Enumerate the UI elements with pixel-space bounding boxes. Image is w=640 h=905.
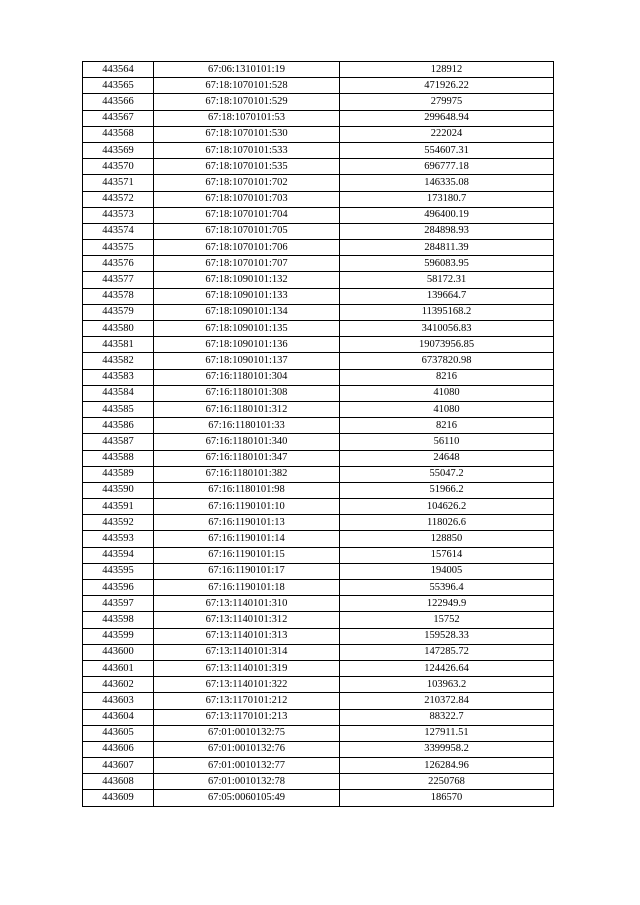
row-number-cell: 443581 bbox=[83, 337, 154, 353]
cadastral-number-cell: 67:16:1190101:13 bbox=[154, 515, 340, 531]
value-cell: 159528.33 bbox=[340, 628, 554, 644]
cadastral-number-cell: 67:13:1140101:312 bbox=[154, 612, 340, 628]
value-cell: 496400.19 bbox=[340, 207, 554, 223]
cadastral-number-cell: 67:16:1180101:304 bbox=[154, 369, 340, 385]
cadastral-number-cell: 67:16:1180101:33 bbox=[154, 418, 340, 434]
row-number-cell: 443595 bbox=[83, 563, 154, 579]
table-row bbox=[83, 531, 554, 547]
row-number-cell: 443607 bbox=[83, 758, 154, 774]
table-row bbox=[83, 321, 554, 337]
value-cell: 41080 bbox=[340, 385, 554, 401]
table-row bbox=[83, 693, 554, 709]
cadastral-number-cell: 67:18:1090101:132 bbox=[154, 272, 340, 288]
row-number-cell: 443578 bbox=[83, 288, 154, 304]
row-number-cell: 443604 bbox=[83, 709, 154, 725]
row-number-cell: 443568 bbox=[83, 126, 154, 142]
table-row bbox=[83, 677, 554, 693]
value-cell: 222024 bbox=[340, 126, 554, 142]
table-row bbox=[83, 612, 554, 628]
value-cell: 139664.7 bbox=[340, 288, 554, 304]
cadastral-number-cell: 67:18:1070101:704 bbox=[154, 207, 340, 223]
row-number-cell: 443602 bbox=[83, 677, 154, 693]
cadastral-number-cell: 67:18:1070101:528 bbox=[154, 78, 340, 94]
value-cell: 104626.2 bbox=[340, 499, 554, 515]
row-number-cell: 443603 bbox=[83, 693, 154, 709]
value-cell: 24648 bbox=[340, 450, 554, 466]
cadastral-number-cell: 67:16:1190101:10 bbox=[154, 499, 340, 515]
cadastral-number-cell: 67:13:1140101:314 bbox=[154, 644, 340, 660]
table-row bbox=[83, 563, 554, 579]
value-cell: 696777.18 bbox=[340, 159, 554, 175]
cadastral-number-cell: 67:01:0010132:78 bbox=[154, 774, 340, 790]
value-cell: 299648.94 bbox=[340, 110, 554, 126]
row-number-cell: 443605 bbox=[83, 725, 154, 741]
table-row bbox=[83, 434, 554, 450]
cadastral-number-cell: 67:16:1180101:312 bbox=[154, 401, 340, 417]
table-row bbox=[83, 466, 554, 482]
cadastral-number-cell: 67:18:1070101:535 bbox=[154, 159, 340, 175]
cadastral-number-cell: 67:16:1180101:347 bbox=[154, 450, 340, 466]
table-row bbox=[83, 337, 554, 353]
cadastral-number-cell: 67:06:1310101:19 bbox=[154, 62, 340, 78]
cadastral-number-cell: 67:13:1140101:322 bbox=[154, 677, 340, 693]
value-cell: 51966.2 bbox=[340, 482, 554, 498]
value-cell: 279975 bbox=[340, 94, 554, 110]
row-number-cell: 443608 bbox=[83, 774, 154, 790]
cadastral-number-cell: 67:18:1070101:529 bbox=[154, 94, 340, 110]
table-row bbox=[83, 272, 554, 288]
cadastral-number-cell: 67:18:1070101:706 bbox=[154, 240, 340, 256]
table-row bbox=[83, 110, 554, 126]
table-row bbox=[83, 78, 554, 94]
value-cell: 6737820.98 bbox=[340, 353, 554, 369]
table-row bbox=[83, 774, 554, 790]
row-number-cell: 443567 bbox=[83, 110, 154, 126]
row-number-cell: 443600 bbox=[83, 644, 154, 660]
cadastral-number-cell: 67:18:1090101:137 bbox=[154, 353, 340, 369]
value-cell: 194005 bbox=[340, 563, 554, 579]
value-cell: 8216 bbox=[340, 369, 554, 385]
cadastral-number-cell: 67:01:0010132:76 bbox=[154, 741, 340, 757]
row-number-cell: 443571 bbox=[83, 175, 154, 191]
cadastral-number-cell: 67:01:0010132:77 bbox=[154, 758, 340, 774]
table-row bbox=[83, 515, 554, 531]
cadastral-number-cell: 67:13:1170101:212 bbox=[154, 693, 340, 709]
cadastral-number-cell: 67:16:1180101:98 bbox=[154, 482, 340, 498]
value-cell: 56110 bbox=[340, 434, 554, 450]
table-row bbox=[83, 401, 554, 417]
value-cell: 3410056.83 bbox=[340, 321, 554, 337]
row-number-cell: 443569 bbox=[83, 142, 154, 158]
row-number-cell: 443599 bbox=[83, 628, 154, 644]
row-number-cell: 443582 bbox=[83, 353, 154, 369]
table-row bbox=[83, 191, 554, 207]
table-row bbox=[83, 596, 554, 612]
cadastral-number-cell: 67:16:1190101:17 bbox=[154, 563, 340, 579]
table-row bbox=[83, 126, 554, 142]
cadastral-number-cell: 67:18:1070101:530 bbox=[154, 126, 340, 142]
cadastral-number-cell: 67:13:1140101:319 bbox=[154, 660, 340, 676]
table-row bbox=[83, 660, 554, 676]
row-number-cell: 443588 bbox=[83, 450, 154, 466]
row-number-cell: 443585 bbox=[83, 401, 154, 417]
value-cell: 124426.64 bbox=[340, 660, 554, 676]
cadastral-number-cell: 67:16:1190101:15 bbox=[154, 547, 340, 563]
value-cell: 128912 bbox=[340, 62, 554, 78]
value-cell: 118026.6 bbox=[340, 515, 554, 531]
table-row bbox=[83, 418, 554, 434]
value-cell: 122949.9 bbox=[340, 596, 554, 612]
cadastral-number-cell: 67:18:1090101:133 bbox=[154, 288, 340, 304]
table-row bbox=[83, 725, 554, 741]
value-cell: 173180.7 bbox=[340, 191, 554, 207]
value-cell: 19073956.85 bbox=[340, 337, 554, 353]
cadastral-number-cell: 67:18:1070101:53 bbox=[154, 110, 340, 126]
table-row bbox=[83, 499, 554, 515]
row-number-cell: 443598 bbox=[83, 612, 154, 628]
cadastral-number-cell: 67:16:1190101:14 bbox=[154, 531, 340, 547]
row-number-cell: 443593 bbox=[83, 531, 154, 547]
value-cell: 157614 bbox=[340, 547, 554, 563]
row-number-cell: 443564 bbox=[83, 62, 154, 78]
row-number-cell: 443576 bbox=[83, 256, 154, 272]
cadastral-number-cell: 67:01:0010132:75 bbox=[154, 725, 340, 741]
value-cell: 284898.93 bbox=[340, 223, 554, 239]
row-number-cell: 443594 bbox=[83, 547, 154, 563]
value-cell: 146335.08 bbox=[340, 175, 554, 191]
row-number-cell: 443580 bbox=[83, 321, 154, 337]
table-row bbox=[83, 369, 554, 385]
cadastral-number-cell: 67:18:1090101:135 bbox=[154, 321, 340, 337]
value-cell: 88322.7 bbox=[340, 709, 554, 725]
cadastral-number-cell: 67:16:1180101:308 bbox=[154, 385, 340, 401]
table-row bbox=[83, 450, 554, 466]
row-number-cell: 443572 bbox=[83, 191, 154, 207]
table-row bbox=[83, 482, 554, 498]
table-row bbox=[83, 741, 554, 757]
value-cell: 103963.2 bbox=[340, 677, 554, 693]
value-cell: 596083.95 bbox=[340, 256, 554, 272]
table-row bbox=[83, 175, 554, 191]
table-row bbox=[83, 94, 554, 110]
table-row bbox=[83, 159, 554, 175]
value-cell: 554607.31 bbox=[340, 142, 554, 158]
table-row bbox=[83, 353, 554, 369]
cadastral-number-cell: 67:18:1090101:134 bbox=[154, 304, 340, 320]
table-row bbox=[83, 240, 554, 256]
cadastral-number-cell: 67:18:1070101:702 bbox=[154, 175, 340, 191]
row-number-cell: 443592 bbox=[83, 515, 154, 531]
table-row bbox=[83, 580, 554, 596]
table-row bbox=[83, 385, 554, 401]
row-number-cell: 443574 bbox=[83, 223, 154, 239]
data-table bbox=[82, 61, 554, 807]
value-cell: 284811.39 bbox=[340, 240, 554, 256]
value-cell: 2250768 bbox=[340, 774, 554, 790]
value-cell: 11395168.2 bbox=[340, 304, 554, 320]
value-cell: 126284.96 bbox=[340, 758, 554, 774]
cadastral-number-cell: 67:16:1180101:340 bbox=[154, 434, 340, 450]
row-number-cell: 443565 bbox=[83, 78, 154, 94]
value-cell: 55047.2 bbox=[340, 466, 554, 482]
row-number-cell: 443597 bbox=[83, 596, 154, 612]
value-cell: 15752 bbox=[340, 612, 554, 628]
row-number-cell: 443575 bbox=[83, 240, 154, 256]
table-row bbox=[83, 62, 554, 78]
cadastral-number-cell: 67:18:1090101:136 bbox=[154, 337, 340, 353]
cadastral-number-cell: 67:13:1170101:213 bbox=[154, 709, 340, 725]
cadastral-number-cell: 67:16:1190101:18 bbox=[154, 580, 340, 596]
cadastral-number-cell: 67:18:1070101:707 bbox=[154, 256, 340, 272]
cadastral-number-cell: 67:16:1180101:382 bbox=[154, 466, 340, 482]
cadastral-number-cell: 67:18:1070101:533 bbox=[154, 142, 340, 158]
row-number-cell: 443609 bbox=[83, 790, 154, 806]
value-cell: 210372.84 bbox=[340, 693, 554, 709]
row-number-cell: 443587 bbox=[83, 434, 154, 450]
cadastral-number-cell: 67:13:1140101:310 bbox=[154, 596, 340, 612]
row-number-cell: 443583 bbox=[83, 369, 154, 385]
row-number-cell: 443596 bbox=[83, 580, 154, 596]
table-row bbox=[83, 709, 554, 725]
row-number-cell: 443577 bbox=[83, 272, 154, 288]
row-number-cell: 443590 bbox=[83, 482, 154, 498]
table-row bbox=[83, 790, 554, 806]
value-cell: 147285.72 bbox=[340, 644, 554, 660]
table-row bbox=[83, 628, 554, 644]
table-row bbox=[83, 758, 554, 774]
table-row bbox=[83, 223, 554, 239]
table-row bbox=[83, 207, 554, 223]
row-number-cell: 443566 bbox=[83, 94, 154, 110]
row-number-cell: 443606 bbox=[83, 741, 154, 757]
table-row bbox=[83, 644, 554, 660]
value-cell: 55396.4 bbox=[340, 580, 554, 596]
cadastral-number-cell: 67:13:1140101:313 bbox=[154, 628, 340, 644]
value-cell: 127911.51 bbox=[340, 725, 554, 741]
table-body bbox=[83, 62, 554, 807]
row-number-cell: 443579 bbox=[83, 304, 154, 320]
row-number-cell: 443601 bbox=[83, 660, 154, 676]
row-number-cell: 443589 bbox=[83, 466, 154, 482]
value-cell: 8216 bbox=[340, 418, 554, 434]
row-number-cell: 443586 bbox=[83, 418, 154, 434]
row-number-cell: 443591 bbox=[83, 499, 154, 515]
cadastral-number-cell: 67:18:1070101:703 bbox=[154, 191, 340, 207]
value-cell: 3399958.2 bbox=[340, 741, 554, 757]
table-row bbox=[83, 304, 554, 320]
value-cell: 471926.22 bbox=[340, 78, 554, 94]
row-number-cell: 443584 bbox=[83, 385, 154, 401]
table-row bbox=[83, 256, 554, 272]
row-number-cell: 443573 bbox=[83, 207, 154, 223]
cadastral-number-cell: 67:05:0060105:49 bbox=[154, 790, 340, 806]
value-cell: 186570 bbox=[340, 790, 554, 806]
value-cell: 58172.31 bbox=[340, 272, 554, 288]
row-number-cell: 443570 bbox=[83, 159, 154, 175]
value-cell: 41080 bbox=[340, 401, 554, 417]
table-row bbox=[83, 142, 554, 158]
cadastral-number-cell: 67:18:1070101:705 bbox=[154, 223, 340, 239]
table-row bbox=[83, 547, 554, 563]
table-row bbox=[83, 288, 554, 304]
value-cell: 128850 bbox=[340, 531, 554, 547]
